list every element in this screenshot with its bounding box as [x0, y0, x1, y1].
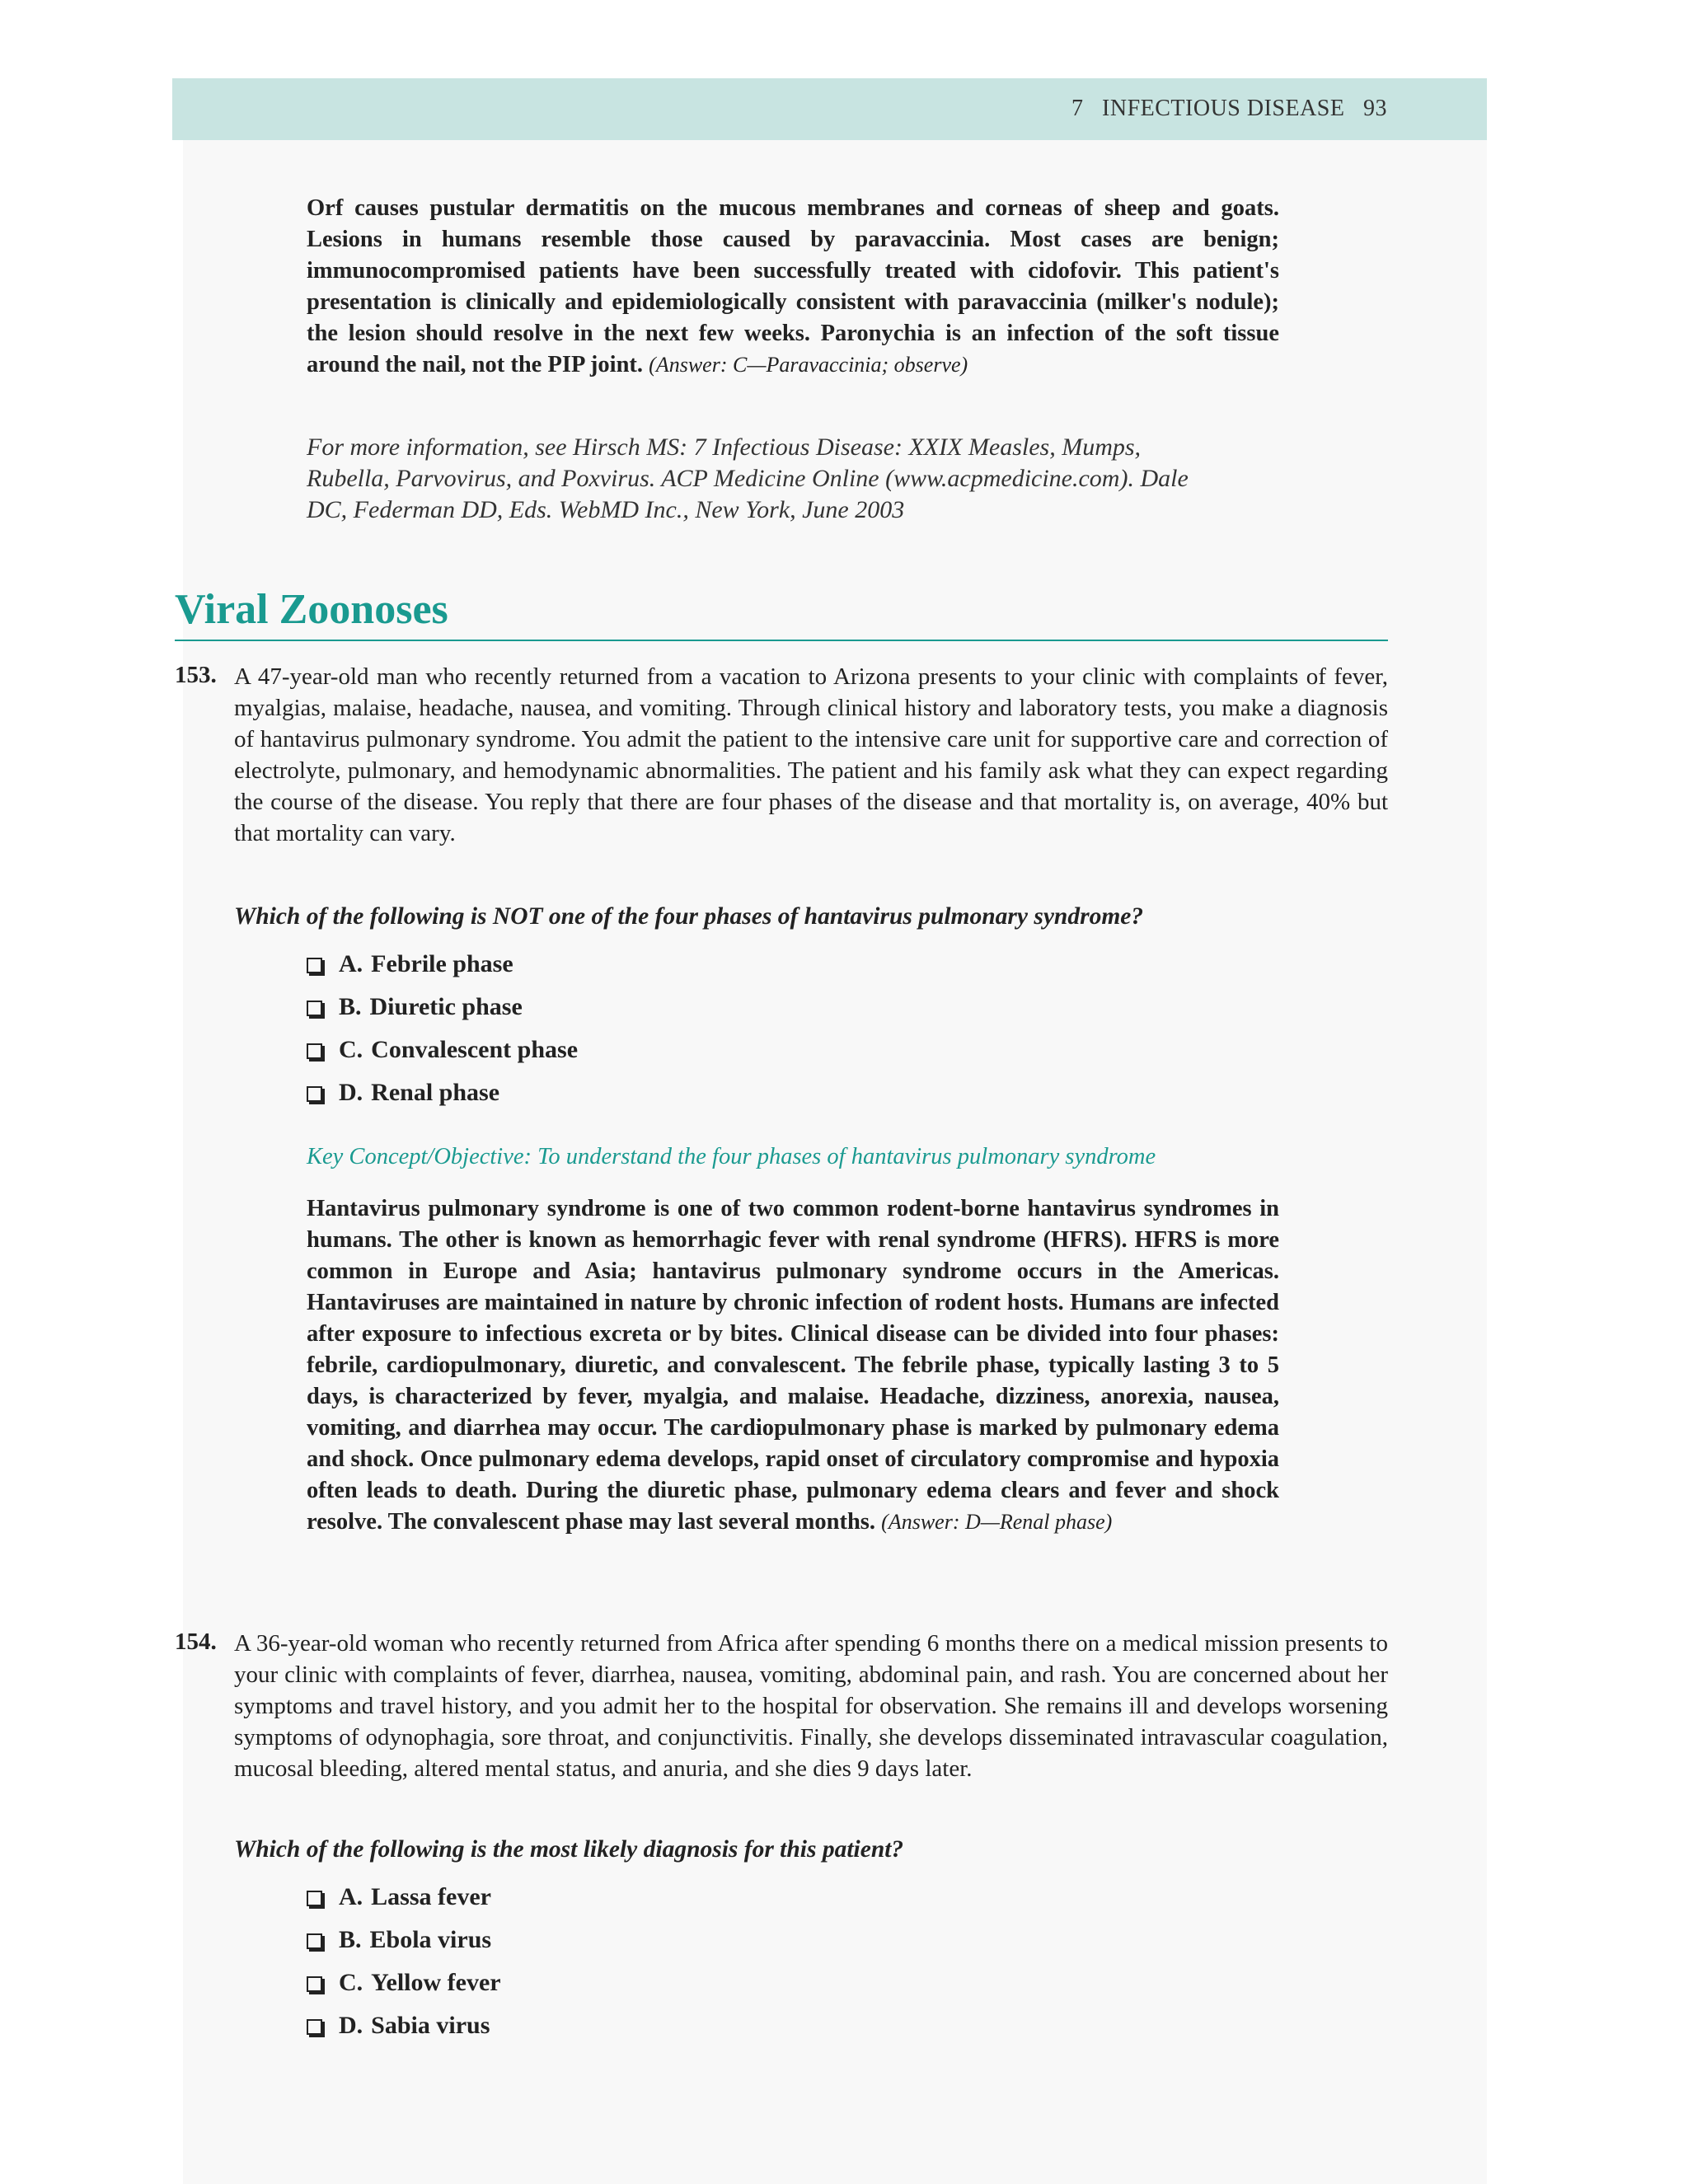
checkbox-icon[interactable] [307, 1976, 322, 1992]
option-text: Lassa fever [371, 1883, 491, 1910]
answer-option[interactable] [307, 950, 513, 978]
question-stem: A 36-year-old woman who recently returned from Africa after spending 6 months there on a medical mission presents to your clinic with complaints of fever, diarrhea, nausea, vomiting, abdominal pain, and rash. You are concerned about her symptoms and travel history, and you admit her to the hospital for observation. She remains ill and develops worsening symptoms of odynophagia, sore throat, and conjunctivitis. Finally, she develops disseminated intravascular coagulation, mucosal bleeding, altered mental status, and anuria, and she dies 9 days later. [234, 1630, 1388, 1782]
checkbox-icon[interactable] [307, 1086, 322, 1102]
explanation-text: Hantavirus pulmonary syndrome is one of two common rodent-borne hantavirus syndromes in humans. The other is known as hemorrhagic fever with renal syndrome (HFRS). HFRS is more common in Europe and Asia; hantavirus pulmonary syndrome occurs in the Americas. Hantaviruses are maintained in nature by chronic infection of rodent hosts. Humans are infected after exposure to infectious excreta or by bites. Clinical disease can be divided into four phases: febrile, cardiopulmonary, diuretic, and convalescent. The febrile phase, typically lasting 3 to 5 days, is characterized by fever, myalgia, and malaise. Headache, dizziness, anorexia, nausea, vomiting, and diarrhea may occur. The cardiopulmonary phase is marked by pulmonary edema and shock. Once pulmonary edema develops, rapid onset of circulatory compromise and hypoxia often leads to death. During the diuretic phase, pulmonary edema clears and fever and shock resolve. The convalescent phase may last several months. [307, 1196, 1279, 1535]
question-number: 153. [175, 662, 217, 688]
question-number: 154. [175, 1629, 217, 1655]
question-prompt: Which of the following is NOT one of the four phases of hantavirus pulmonary syndrome? [234, 903, 1144, 930]
option-text: Febrile phase [371, 950, 513, 977]
option-letter: A. [339, 1883, 363, 1910]
option-letter: B. [339, 1926, 362, 1953]
option-letter: D. [339, 1079, 363, 1106]
option-letter: C. [339, 1036, 363, 1063]
option-letter: A. [339, 950, 363, 977]
reference-line: Rubella, Parvovirus, and Poxvirus. ACP Medicine Online (www.acpmedicine.com). Dale [307, 465, 1189, 492]
checkbox-icon[interactable] [307, 1933, 322, 1949]
answer-option[interactable] [307, 993, 523, 1021]
answer-explanation [307, 1193, 1279, 1538]
answer-option[interactable] [307, 1036, 578, 1064]
checkbox-icon[interactable] [307, 1043, 322, 1059]
option-letter: C. [339, 1969, 363, 1996]
running-header-text [1071, 96, 1387, 122]
question-prompt: Which of the following is the most likely diagnosis for this patient? [234, 1836, 904, 1863]
option-text: Renal phase [371, 1079, 500, 1106]
answer-note: (Answer: D—Renal phase) [881, 1510, 1113, 1534]
answer-option[interactable] [307, 1926, 491, 1954]
answer-note: (Answer: C—Paravaccinia; observe) [649, 353, 968, 377]
chapter-title: INFECTIOUS DISEASE [1102, 96, 1345, 121]
option-letter: D. [339, 2012, 363, 2039]
option-text: Convalescent phase [371, 1036, 579, 1063]
reference-line: DC, Federman DD, Eds. WebMD Inc., New York, June 2003 [307, 496, 905, 523]
previous-answer-explanation [307, 193, 1279, 381]
answer-option[interactable] [307, 1969, 501, 1997]
answer-option[interactable] [307, 1883, 491, 1911]
section-title: Viral Zoonoses [175, 586, 448, 633]
section-divider [175, 640, 1388, 641]
reference-note [307, 432, 1296, 526]
option-letter: B. [339, 993, 362, 1020]
checkbox-icon[interactable] [307, 1891, 322, 1906]
option-text: Ebola virus [369, 1926, 492, 1953]
answer-option[interactable] [307, 1079, 499, 1107]
option-text: Yellow fever [371, 1969, 501, 1996]
question-stem: A 47-year-old man who recently returned from a vacation to Arizona presents to your clinic with complaints of fever, myalgias, malaise, headache, nausea, and vomiting. Through clinical history and laboratory tests, you make a diagnosis of hantavirus pulmonary syndrome. You admit the patient to the intensive care unit for supportive care and correction of electrolyte, pulmonary, and hemodynamic abnormalities. The patient and his family ask what they can expect regarding the course of the disease. You reply that there are four phases of the disease and that mortality is, on average, 40% but that mortality can vary. [234, 663, 1388, 846]
key-concept: Key Concept/Objective: To understand the four phases of hantavirus pulmonary syndrome [307, 1144, 1156, 1169]
explanation-text: Orf causes pustular dermatitis on the mucous membranes and corneas of sheep and goats. Lesions in humans resemble those caused by paravaccinia. Most cases are benign; immunocompromised patients have been successfully treated with cidofovir. This patient's presentation is clinically and epidemiologically consistent with paravaccinia (milker's nodule); the lesion should resolve in the next few weeks. Paronychia is an infection of the soft tissue around the nail, not the PIP joint. [307, 195, 1279, 377]
chapter-number: 7 [1071, 96, 1084, 121]
option-text: Sabia virus [371, 2012, 490, 2039]
checkbox-icon[interactable] [307, 1001, 322, 1016]
page-number: 93 [1363, 96, 1387, 121]
checkbox-icon[interactable] [307, 2019, 322, 2035]
option-text: Diuretic phase [369, 993, 523, 1020]
answer-option[interactable] [307, 2012, 490, 2040]
reference-line: For more information, see Hirsch MS: 7 Infectious Disease: XXIX Measles, Mumps, [307, 434, 1142, 461]
checkbox-icon[interactable] [307, 958, 322, 973]
